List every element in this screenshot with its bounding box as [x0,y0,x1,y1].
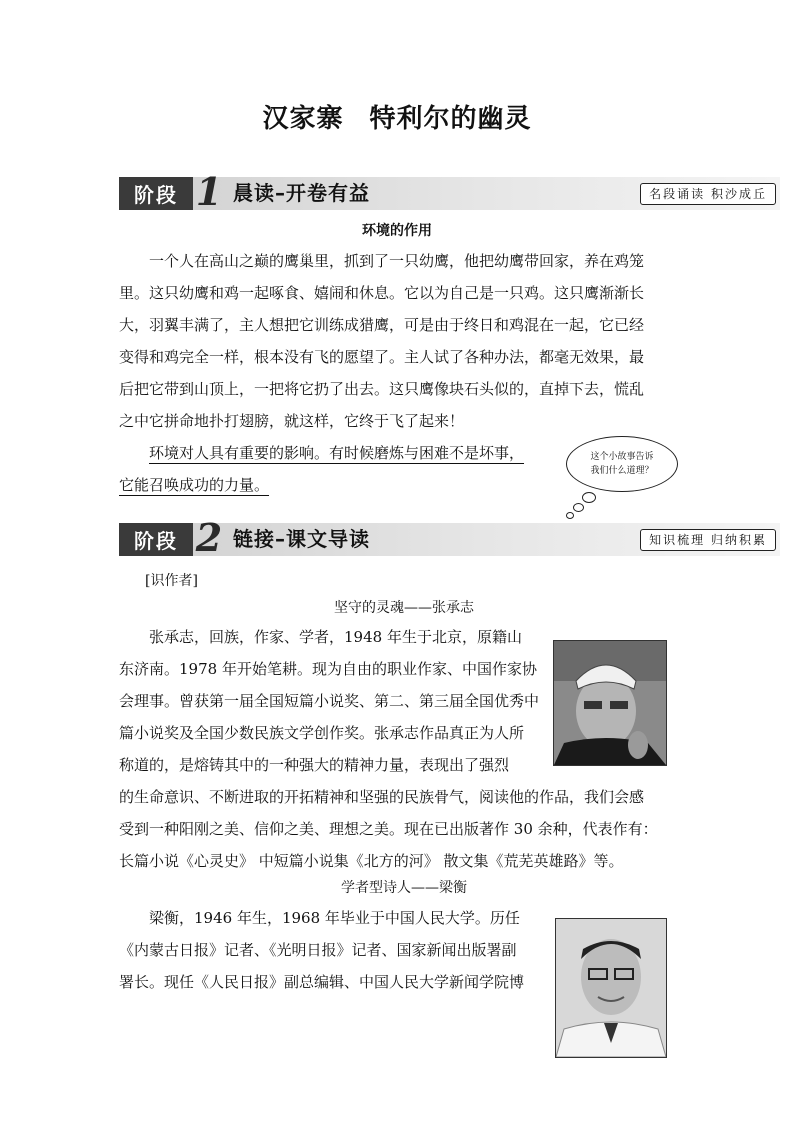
author2-line: 《内蒙古日报》记者、《光明日报》记者、国家新闻出版署副 [119,941,517,959]
stage1-number: 1 [195,169,223,214]
author2-heading: 学者型诗人——梁衡 [341,880,467,896]
article1-line: 后把它带到山顶上，一把将它扔了出去。这只鹰像块石头似的，直掉下去，慌乱 [119,380,645,398]
author1-body-bottom [119,781,679,877]
author1-line: 长篇小说《心灵史》 中短篇小说集《北方的河》 散文集《荒芜英雄路》等。 [119,852,624,870]
moral-line: 环境对人具有重要的影响。有时候磨炼与困难不是坏事， [149,444,525,462]
author2-body [119,902,544,998]
moral-line: 它能召唤成功的力量。 [119,476,270,494]
article1-body [119,245,675,437]
author1-line: 称道的，是熔铸其中的一种强大的精神力量，表现出了强烈 [119,756,510,774]
page-title-part2: 特利尔的幽灵 [369,104,532,134]
author1-line: 受到一种阳刚之美、信仰之美、理想之美。现在已出版著作 30 余种，代表作有： [119,820,658,838]
bubble-dot [582,492,596,503]
thought-bubble [566,436,696,526]
stage1-title: 晨读–开卷有益 [233,181,370,205]
liang-heng-photo [555,918,667,1058]
thought-bubble-cloud [566,436,678,492]
bubble-dot [573,503,584,512]
bubble-text: 我们什么道理？ [590,466,654,476]
article1-line: 变得和鸡完全一样，根本没有飞的愿望了。主人试了各种办法，都毫无效果，最 [119,348,645,366]
article1-heading: 环境的作用 [362,223,432,239]
article1-line: 一个人在高山之巅的鹰巢里，抓到了一只幼鹰，他把幼鹰带回家，养在鸡笼 [149,252,645,270]
author1-body-top [119,621,544,781]
stage2-header-bar [119,515,780,560]
article1-line: 大，羽翼丰满了，主人想把它训练成猎鹰，可是由于终日和鸡混在一起，它已经 [119,316,645,334]
author1-line: 东济南。1978 年开始笔耕。现为自由的职业作家、中国作家协 [119,660,537,678]
zhang-chengzhi-photo [553,640,667,766]
stage1-header-bar [119,169,780,214]
author1-line: 会理事。曾获第一届全国短篇小说奖、第二、第三届全国优秀中 [119,692,540,710]
bubble-text: 这个小故事告诉 [590,452,654,462]
page-title [0,98,794,135]
author1-line: 张承志，回族，作家、学者，1948 年生于北京，原籍山 [149,628,522,646]
stage2-number: 2 [195,515,223,560]
stage2-title: 链接–课文导读 [233,527,370,551]
stage2-tag: 阶段 [119,523,193,556]
stage1-tag: 阶段 [119,177,193,210]
author1-heading: 坚守的灵魂——张承志 [334,600,474,616]
section-label: [识作者] [145,573,198,589]
article1-moral [119,437,569,501]
page-title-part1: 汉家寨 [262,104,344,134]
stage1-badge: 名段诵读 积沙成丘 [640,183,776,205]
article1-line: 之中它拼命地扑打翅膀，就这样，它终于飞了起来！ [119,412,465,430]
author2-line: 署长。现任《人民日报》副总编辑、中国人民大学新闻学院博 [119,973,525,991]
bubble-dot [566,512,574,519]
portrait-image [554,641,666,765]
article1-line: 里。这只幼鹰和鸡一起啄食、嬉闹和休息。它以为自己是一只鸡。这只鹰渐渐长 [119,284,645,302]
author1-line: 的生命意识、不断进取的开拓精神和坚强的民族骨气，阅读他的作品，我们会感 [119,788,645,806]
stage2-badge: 知识梳理 归纳积累 [640,529,776,551]
portrait-image [556,919,666,1057]
author2-line: 梁衡，1946 年生，1968 年毕业于中国人民大学。历任 [149,909,520,927]
author1-line: 篇小说奖及全国少数民族文学创作奖。张承志作品真正为人所 [119,724,525,742]
